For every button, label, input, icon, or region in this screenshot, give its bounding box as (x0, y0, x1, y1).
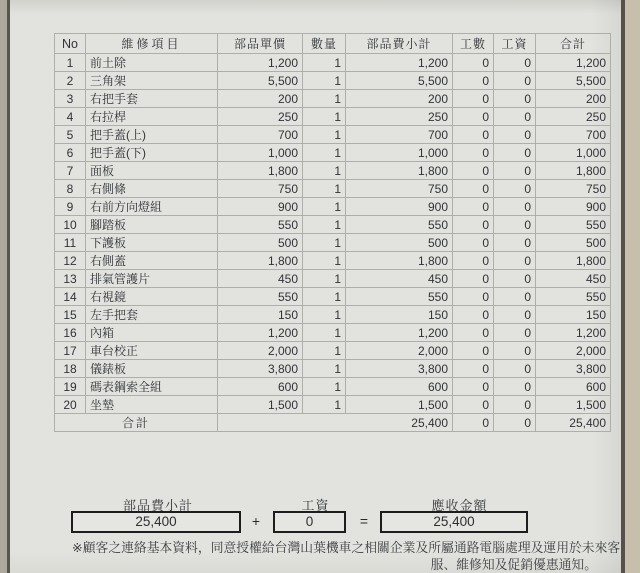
cell-no: 11 (55, 234, 86, 252)
cell-no: 10 (55, 216, 86, 234)
cell-labor-count: 0 (453, 342, 494, 360)
cell-subtotal: 1,000 (346, 144, 453, 162)
cell-subtotal: 5,500 (346, 72, 453, 90)
cell-labor-wage: 0 (494, 108, 536, 126)
cell-labor-wage: 0 (494, 126, 536, 144)
grand-total-subtotal: 25,400 (218, 414, 453, 432)
cell-labor-count: 0 (453, 162, 494, 180)
summary-wage-label: 工資 (301, 498, 330, 513)
cell-labor-count: 0 (453, 234, 494, 252)
cell-item-name: 右側蓋 (86, 252, 218, 270)
cell-no: 16 (55, 324, 86, 342)
cell-unit-price: 1,500 (218, 396, 303, 414)
summary-due-value-box: 25,400 (380, 511, 528, 533)
cell-labor-wage: 0 (494, 378, 536, 396)
col-header-qty: 數量 (303, 34, 346, 54)
cell-subtotal: 150 (346, 306, 453, 324)
cell-labor-wage: 0 (494, 288, 536, 306)
table-row (55, 162, 611, 180)
cell-no: 17 (55, 342, 86, 360)
footer-note-line1: ※顧客之連絡基本資料，同意授權給台灣山葉機車之相關企業及所屬通路電腦處理及運用於未來客 (72, 540, 621, 555)
cell-item-name: 排氣管護片 (86, 270, 218, 288)
cell-subtotal: 1,200 (346, 54, 453, 72)
table-row (55, 360, 611, 378)
grand-total-row (55, 414, 611, 432)
cell-subtotal: 3,800 (346, 360, 453, 378)
cell-labor-count: 0 (453, 396, 494, 414)
cell-labor-count: 0 (453, 306, 494, 324)
cell-total: 1,800 (536, 252, 611, 270)
cell-subtotal: 600 (346, 378, 453, 396)
cell-item-name: 內箱 (86, 324, 218, 342)
cell-total: 150 (536, 306, 611, 324)
cell-labor-count: 0 (453, 126, 494, 144)
cell-item-name: 左手把套 (86, 306, 218, 324)
cell-labor-wage: 0 (494, 180, 536, 198)
table-row (55, 198, 611, 216)
cell-subtotal: 700 (346, 126, 453, 144)
cell-total: 1,200 (536, 324, 611, 342)
cell-qty: 1 (303, 234, 346, 252)
cell-qty: 1 (303, 54, 346, 72)
cell-labor-wage: 0 (494, 162, 536, 180)
summary-due-label: 應收金額 (431, 498, 488, 513)
cell-item-name: 右側條 (86, 180, 218, 198)
cell-labor-count: 0 (453, 90, 494, 108)
cell-item-name: 右前方向燈組 (86, 198, 218, 216)
cell-unit-price: 450 (218, 270, 303, 288)
cell-labor-wage: 0 (494, 324, 536, 342)
cell-item-name: 面板 (86, 162, 218, 180)
plus-sign: + (251, 513, 261, 529)
cell-qty: 1 (303, 126, 346, 144)
cell-unit-price: 3,800 (218, 360, 303, 378)
cell-labor-wage: 0 (494, 144, 536, 162)
cell-labor-wage: 0 (494, 396, 536, 414)
cell-no: 9 (55, 198, 86, 216)
grand-total-total: 25,400 (536, 414, 611, 432)
cell-qty: 1 (303, 270, 346, 288)
cell-unit-price: 150 (218, 306, 303, 324)
cell-unit-price: 900 (218, 198, 303, 216)
cell-unit-price: 2,000 (218, 342, 303, 360)
table-row (55, 216, 611, 234)
table-row (55, 90, 611, 108)
cell-unit-price: 550 (218, 216, 303, 234)
table-row (55, 234, 611, 252)
cell-labor-wage: 0 (494, 90, 536, 108)
cell-qty: 1 (303, 216, 346, 234)
cell-unit-price: 1,200 (218, 54, 303, 72)
cell-unit-price: 500 (218, 234, 303, 252)
cell-subtotal: 1,800 (346, 252, 453, 270)
table-row (55, 324, 611, 342)
cell-no: 1 (55, 54, 86, 72)
cell-total: 550 (536, 216, 611, 234)
cell-no: 7 (55, 162, 86, 180)
cell-unit-price: 1,800 (218, 252, 303, 270)
cell-total: 900 (536, 198, 611, 216)
cell-unit-price: 200 (218, 90, 303, 108)
equals-sign: = (359, 513, 369, 529)
cell-item-name: 三角架 (86, 72, 218, 90)
cell-qty: 1 (303, 252, 346, 270)
cell-item-name: 右把手套 (86, 90, 218, 108)
summary-wage-value-box: 0 (273, 511, 346, 533)
cell-total: 2,000 (536, 342, 611, 360)
document-paper (7, 0, 625, 573)
cell-no: 12 (55, 252, 86, 270)
cell-qty: 1 (303, 144, 346, 162)
cell-labor-wage: 0 (494, 342, 536, 360)
cell-labor-count: 0 (453, 324, 494, 342)
cell-no: 13 (55, 270, 86, 288)
cell-labor-wage: 0 (494, 306, 536, 324)
table-body (55, 54, 611, 414)
cell-total: 600 (536, 378, 611, 396)
cell-unit-price: 550 (218, 288, 303, 306)
cell-labor-wage: 0 (494, 54, 536, 72)
cell-qty: 1 (303, 324, 346, 342)
cell-subtotal: 2,000 (346, 342, 453, 360)
cell-unit-price: 700 (218, 126, 303, 144)
cell-labor-count: 0 (453, 180, 494, 198)
cell-subtotal: 1,200 (346, 324, 453, 342)
col-header-labor-count: 工數 (453, 34, 494, 54)
cell-item-name: 車台校正 (86, 342, 218, 360)
cell-labor-count: 0 (453, 252, 494, 270)
table-row (55, 144, 611, 162)
cell-qty: 1 (303, 198, 346, 216)
cell-subtotal: 550 (346, 288, 453, 306)
cell-unit-price: 600 (218, 378, 303, 396)
cell-labor-count: 0 (453, 108, 494, 126)
cell-item-name: 儀錶板 (86, 360, 218, 378)
table-row (55, 72, 611, 90)
cell-item-name: 把手蓋(下) (86, 144, 218, 162)
cell-subtotal: 450 (346, 270, 453, 288)
cell-qty: 1 (303, 396, 346, 414)
cell-total: 750 (536, 180, 611, 198)
summary-parts-value-box: 25,400 (71, 511, 241, 533)
cell-total: 450 (536, 270, 611, 288)
cell-labor-wage: 0 (494, 360, 536, 378)
cell-qty: 1 (303, 378, 346, 396)
grand-total-labor-wage: 0 (494, 414, 536, 432)
table-row (55, 306, 611, 324)
table-row (55, 288, 611, 306)
cell-total: 1,800 (536, 162, 611, 180)
cell-labor-count: 0 (453, 360, 494, 378)
col-header-subtotal: 部品費小計 (346, 34, 453, 54)
table-row (55, 108, 611, 126)
cell-subtotal: 750 (346, 180, 453, 198)
cell-labor-count: 0 (453, 378, 494, 396)
cell-item-name: 右拉桿 (86, 108, 218, 126)
cell-no: 14 (55, 288, 86, 306)
cell-subtotal: 250 (346, 108, 453, 126)
cell-subtotal: 900 (346, 198, 453, 216)
cell-qty: 1 (303, 90, 346, 108)
cell-labor-count: 0 (453, 144, 494, 162)
table-row (55, 378, 611, 396)
cell-subtotal: 1,800 (346, 162, 453, 180)
summary-parts-label: 部品費小計 (122, 498, 193, 513)
table-row (55, 270, 611, 288)
table-row (55, 252, 611, 270)
table-row (55, 396, 611, 414)
cell-item-name: 把手蓋(上) (86, 126, 218, 144)
cell-subtotal: 1,500 (346, 396, 453, 414)
cell-unit-price: 1,200 (218, 324, 303, 342)
cell-labor-wage: 0 (494, 252, 536, 270)
cell-no: 6 (55, 144, 86, 162)
cell-labor-wage: 0 (494, 270, 536, 288)
cell-total: 5,500 (536, 72, 611, 90)
cell-qty: 1 (303, 360, 346, 378)
col-header-unit-price: 部品單價 (218, 34, 303, 54)
cell-item-name: 下護板 (86, 234, 218, 252)
cell-total: 500 (536, 234, 611, 252)
cell-qty: 1 (303, 72, 346, 90)
cell-no: 4 (55, 108, 86, 126)
cell-no: 2 (55, 72, 86, 90)
col-header-total: 合計 (536, 34, 611, 54)
cell-total: 250 (536, 108, 611, 126)
col-header-labor-wage: 工資 (494, 34, 536, 54)
header-row (55, 34, 611, 54)
cell-total: 550 (536, 288, 611, 306)
cell-subtotal: 200 (346, 90, 453, 108)
cell-labor-count: 0 (453, 198, 494, 216)
cell-item-name: 碼表鋼索全組 (86, 378, 218, 396)
cell-item-name: 右視鏡 (86, 288, 218, 306)
cell-qty: 1 (303, 108, 346, 126)
cell-labor-wage: 0 (494, 72, 536, 90)
cell-subtotal: 500 (346, 234, 453, 252)
cell-no: 18 (55, 360, 86, 378)
cell-labor-wage: 0 (494, 216, 536, 234)
cell-unit-price: 750 (218, 180, 303, 198)
cell-total: 1,500 (536, 396, 611, 414)
cell-labor-wage: 0 (494, 234, 536, 252)
cell-total: 200 (536, 90, 611, 108)
cell-total: 1,000 (536, 144, 611, 162)
table-row (55, 180, 611, 198)
cell-labor-wage: 0 (494, 198, 536, 216)
cell-qty: 1 (303, 288, 346, 306)
cell-labor-count: 0 (453, 54, 494, 72)
grand-total-label: 合計 (55, 414, 218, 432)
cell-no: 8 (55, 180, 86, 198)
cell-no: 15 (55, 306, 86, 324)
cell-no: 19 (55, 378, 86, 396)
cell-total: 1,200 (536, 54, 611, 72)
cell-item-name: 腳踏板 (86, 216, 218, 234)
cell-labor-count: 0 (453, 288, 494, 306)
cell-unit-price: 5,500 (218, 72, 303, 90)
cell-item-name: 坐墊 (86, 396, 218, 414)
table-row (55, 342, 611, 360)
cell-no: 20 (55, 396, 86, 414)
cell-item-name: 前土除 (86, 54, 218, 72)
cell-no: 3 (55, 90, 86, 108)
cell-no: 5 (55, 126, 86, 144)
cell-labor-count: 0 (453, 270, 494, 288)
col-header-no: No (55, 34, 86, 54)
cell-unit-price: 1,000 (218, 144, 303, 162)
table-row (55, 54, 611, 72)
repair-items-table (54, 33, 611, 432)
cell-qty: 1 (303, 180, 346, 198)
table-row (55, 126, 611, 144)
footer-note-line2: 服、維修知及促銷優惠通知。 (430, 557, 597, 572)
cell-unit-price: 250 (218, 108, 303, 126)
cell-unit-price: 1,800 (218, 162, 303, 180)
cell-qty: 1 (303, 342, 346, 360)
cell-total: 700 (536, 126, 611, 144)
col-header-item: 維修項目 (86, 34, 218, 54)
cell-qty: 1 (303, 306, 346, 324)
cell-labor-count: 0 (453, 72, 494, 90)
cell-labor-count: 0 (453, 216, 494, 234)
cell-total: 3,800 (536, 360, 611, 378)
cell-subtotal: 550 (346, 216, 453, 234)
grand-total-labor-count: 0 (453, 414, 494, 432)
cell-qty: 1 (303, 162, 346, 180)
